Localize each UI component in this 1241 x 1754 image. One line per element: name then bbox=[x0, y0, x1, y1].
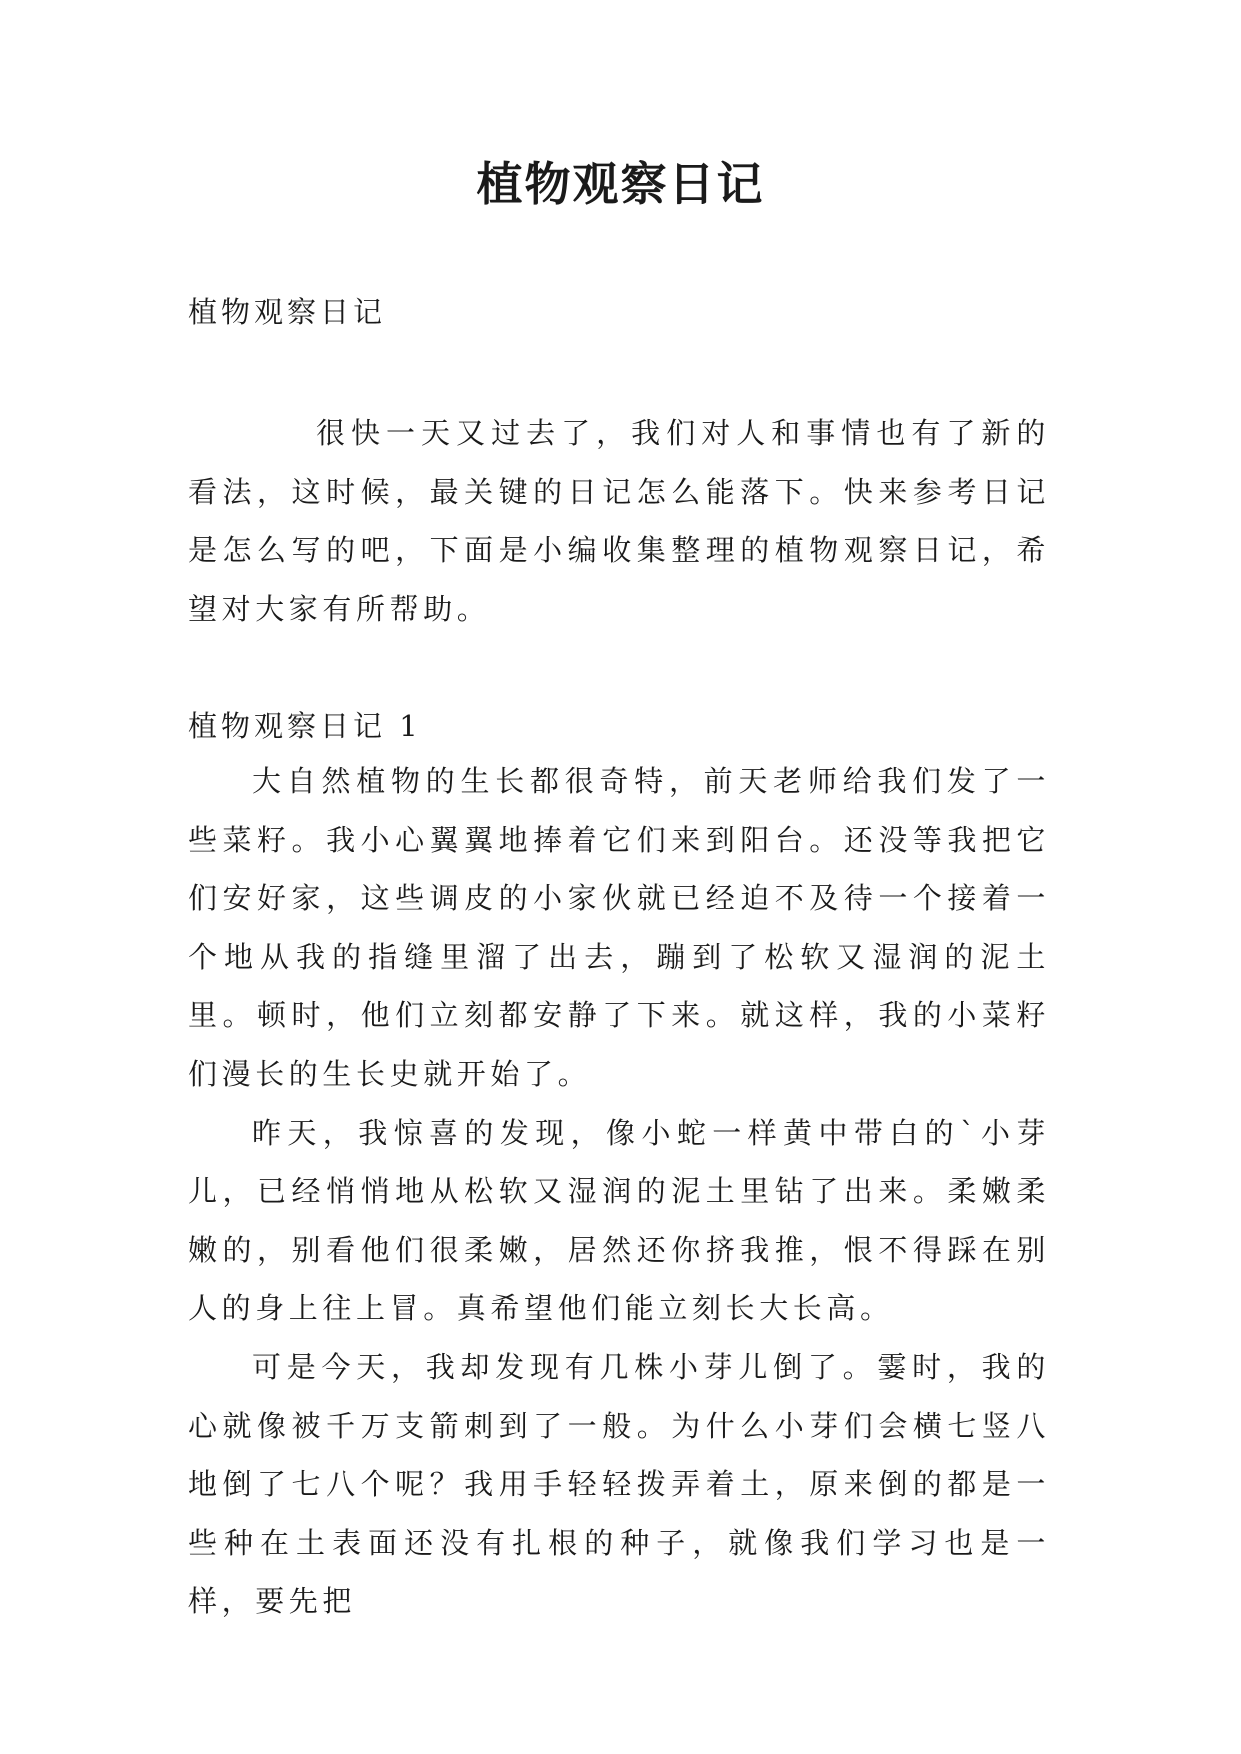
intro-paragraph: 很快一天又过去了，我们对人和事情也有了新的看法，这时候，最关键的日记怎么能落下。快来参考日记是怎么写的吧，下面是小编收集整理的植物观察日记，希望对大家有所帮助。 bbox=[188, 416, 1050, 626]
document-title: 植物观察日记 bbox=[476, 157, 765, 211]
section-paragraph: 大自然植物的生长都很奇特，前天老师给我们发了一些菜籽。我小心翼翼地捧着它们来到阳台。还没等我把它们安好家，这些调皮的小家伙就已经迫不及待一个接着一个地从我的指缝里溜了出去，蹦到了松软又湿润的泥土里。顿时，他们立刻都安静了下来。就这样，我的小菜籽们漫长的生长史就开始了。 bbox=[188, 764, 1050, 1091]
section-paragraph: 昨天，我惊喜的发现，像小蛇一样黄中带白的`小芽儿，已经悄悄地从松软又湿润的泥土里钻了出来。柔嫩柔嫩的，别看他们很柔嫩，居然还你挤我推，恨不得踩在别人的身上往上冒。真希望他们能立刻长大长高。 bbox=[188, 1115, 1050, 1326]
section-paragraph: 可是今天，我却发现有几株小芽儿倒了。霎时，我的心就像被千万支箭刺到了一般。为什么小芽们会横七竖八地倒了七八个呢？我用手轻轻拨弄着土，原来倒的都是一些种在土表面还没有扎根的种子，就像我们学习也是一样，要先把 bbox=[188, 1349, 1050, 1619]
section-heading: 植物观察日记 1 bbox=[188, 709, 422, 743]
section-body bbox=[188, 752, 1050, 1631]
document-subtitle: 植物观察日记 bbox=[188, 295, 387, 329]
